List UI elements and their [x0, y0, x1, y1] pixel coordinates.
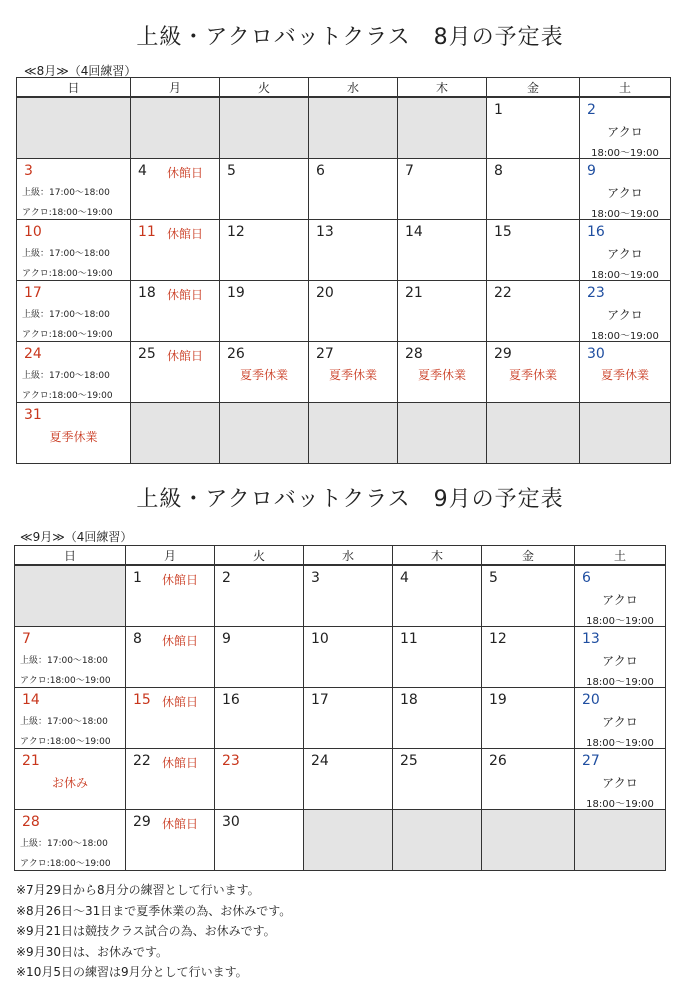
note-line: ※8月26日～31日まで夏季休業の為、お休みです。 — [16, 903, 292, 918]
closed-day-label: 休館日 — [167, 166, 204, 180]
day-cell — [131, 220, 220, 281]
day-number: 20 — [582, 692, 600, 708]
day-number: 1 — [494, 102, 503, 118]
day-cell — [487, 342, 580, 403]
day-cell — [17, 159, 131, 220]
day-number: 14 — [405, 224, 423, 240]
acro-class-time: 18:00～19:00 — [591, 148, 659, 159]
day-number: 22 — [133, 753, 151, 769]
calendar-week-row — [17, 97, 671, 159]
weekday-header: 日 — [15, 546, 126, 566]
advanced-class-time: 上級：17:00～18:00 — [20, 656, 108, 666]
day-cell — [393, 749, 482, 810]
closed-day-label: 休館日 — [162, 573, 199, 587]
day-cell — [15, 688, 126, 749]
day-cell — [15, 749, 126, 810]
day-number: 25 — [138, 346, 156, 362]
day-cell — [575, 749, 666, 810]
day-number: 12 — [489, 631, 507, 647]
day-cell — [304, 749, 393, 810]
day-number: 19 — [489, 692, 507, 708]
acro-class-time: アクロ:18:00～19:00 — [22, 330, 113, 340]
september-subtitle: ≪9月≫（4回練習） — [20, 530, 133, 544]
day-cell — [575, 688, 666, 749]
calendar-week-row — [17, 220, 671, 281]
day-cell — [398, 220, 487, 281]
acro-class-time: アクロ:18:00～19:00 — [22, 391, 113, 401]
acro-class-time: アクロ:18:00～19:00 — [22, 208, 113, 218]
day-number: 30 — [222, 814, 240, 830]
empty-day-cell — [304, 810, 393, 871]
calendar-week-row — [15, 565, 666, 627]
day-number: 7 — [405, 163, 414, 179]
day-number: 11 — [400, 631, 418, 647]
holiday-label: 夏季休業 — [508, 368, 557, 382]
calendar-week-row — [15, 627, 666, 688]
day-cell — [131, 281, 220, 342]
empty-day-cell — [15, 565, 126, 627]
note-line: ※9月30日は、お休みです。 — [16, 944, 168, 959]
day-cell — [487, 281, 580, 342]
calendar-week-row — [17, 403, 671, 464]
august-title: 上級・アクロバットクラス 8月の予定表 — [136, 25, 564, 50]
day-number: 26 — [227, 346, 245, 362]
day-cell — [309, 342, 398, 403]
acro-class-time: アクロ:18:00～19:00 — [20, 859, 111, 869]
day-cell — [126, 810, 215, 871]
calendar-week-row — [17, 281, 671, 342]
advanced-class-time: 上級：17:00～18:00 — [20, 839, 108, 849]
day-number: 1 — [133, 570, 142, 586]
empty-day-cell — [17, 97, 131, 159]
day-number: 23 — [587, 285, 605, 301]
note-line: ※7月29日から8月分の練習として行います。 — [16, 883, 260, 897]
day-number: 9 — [587, 163, 596, 179]
weekday-header: 木 — [398, 78, 487, 98]
closed-day-label: 休館日 — [162, 817, 199, 831]
day-cell — [131, 342, 220, 403]
day-cell — [15, 627, 126, 688]
september-calendar — [14, 545, 666, 871]
day-cell — [15, 810, 126, 871]
acro-class-label: アクロ — [602, 654, 638, 668]
day-number: 4 — [400, 570, 409, 586]
weekday-header: 木 — [393, 546, 482, 566]
day-cell — [215, 688, 304, 749]
day-number: 29 — [494, 346, 512, 362]
closed-day-label: 休館日 — [162, 695, 199, 709]
weekday-header: 火 — [215, 546, 304, 566]
day-cell — [220, 159, 309, 220]
day-number: 3 — [311, 570, 320, 586]
weekday-header: 土 — [580, 78, 671, 98]
advanced-class-time: 上級：17:00～18:00 — [22, 371, 110, 381]
acro-class-label: アクロ — [607, 125, 643, 139]
acro-class-time: 18:00～19:00 — [586, 799, 654, 810]
day-cell — [220, 281, 309, 342]
day-number: 9 — [222, 631, 231, 647]
day-number: 16 — [587, 224, 605, 240]
day-cell — [126, 749, 215, 810]
acro-class-time: アクロ:18:00～19:00 — [20, 676, 111, 686]
day-number: 20 — [316, 285, 334, 301]
day-number: 25 — [400, 753, 418, 769]
weekday-header: 火 — [220, 78, 309, 98]
day-cell — [17, 403, 131, 464]
day-number: 28 — [405, 346, 423, 362]
day-number: 8 — [494, 163, 503, 179]
day-number: 10 — [311, 631, 329, 647]
closed-day-label: 休館日 — [162, 634, 199, 648]
holiday-label: 夏季休業 — [600, 368, 649, 382]
calendar-week-row — [15, 688, 666, 749]
calendar-week-row — [17, 342, 671, 403]
weekday-header: 水 — [309, 78, 398, 98]
day-cell — [126, 688, 215, 749]
calendar-week-row — [15, 810, 666, 871]
holiday-label: 夏季休業 — [239, 368, 288, 382]
day-number: 17 — [24, 285, 42, 301]
day-cell — [304, 565, 393, 627]
day-cell — [580, 220, 671, 281]
day-cell — [580, 281, 671, 342]
day-cell — [220, 220, 309, 281]
day-cell — [482, 565, 575, 627]
acro-class-time: アクロ:18:00～19:00 — [22, 269, 113, 279]
day-number: 3 — [24, 163, 33, 179]
weekday-header-row — [17, 78, 671, 98]
day-cell — [215, 749, 304, 810]
day-number: 6 — [582, 570, 591, 586]
closed-day-label: 休館日 — [162, 756, 199, 770]
holiday-label: 夏季休業 — [417, 368, 466, 382]
day-number: 29 — [133, 814, 151, 830]
day-cell — [304, 688, 393, 749]
day-number: 31 — [24, 407, 42, 423]
day-number: 15 — [133, 692, 151, 708]
advanced-class-time: 上級：17:00～18:00 — [20, 717, 108, 727]
day-cell — [398, 281, 487, 342]
empty-day-cell — [487, 403, 580, 464]
day-number: 24 — [24, 346, 42, 362]
holiday-label: 夏季休業 — [49, 430, 98, 444]
day-cell — [17, 281, 131, 342]
acro-class-label: アクロ — [607, 247, 643, 261]
day-cell — [215, 627, 304, 688]
holiday-label: 夏季休業 — [328, 368, 377, 382]
day-cell — [131, 159, 220, 220]
day-cell — [482, 627, 575, 688]
notes-list — [16, 880, 291, 983]
closed-day-label: 休館日 — [167, 227, 204, 241]
day-number: 18 — [400, 692, 418, 708]
weekday-header: 日 — [17, 78, 131, 98]
closed-day-label: 休館日 — [167, 288, 204, 302]
day-number: 26 — [489, 753, 507, 769]
day-cell — [393, 565, 482, 627]
empty-day-cell — [309, 403, 398, 464]
weekday-header: 金 — [487, 78, 580, 98]
day-number: 27 — [316, 346, 334, 362]
day-cell — [398, 159, 487, 220]
empty-day-cell — [131, 97, 220, 159]
note-line: ※10月5日の練習は9月分として行います。 — [16, 965, 248, 979]
acro-class-time: 18:00～19:00 — [591, 331, 659, 342]
day-number: 10 — [24, 224, 42, 240]
day-cell — [309, 220, 398, 281]
september-title: 上級・アクロバットクラス 9月の予定表 — [136, 487, 564, 512]
day-number: 4 — [138, 163, 147, 179]
day-cell — [17, 342, 131, 403]
day-number: 21 — [22, 753, 40, 769]
weekday-header: 土 — [575, 546, 666, 566]
day-cell — [393, 627, 482, 688]
weekday-header: 金 — [482, 546, 575, 566]
day-number: 21 — [405, 285, 423, 301]
acro-class-label: アクロ — [607, 308, 643, 322]
acro-class-time: 18:00～19:00 — [591, 270, 659, 281]
day-number: 19 — [227, 285, 245, 301]
acro-class-label: アクロ — [602, 593, 638, 607]
weekday-header: 月 — [131, 78, 220, 98]
weekday-header: 水 — [304, 546, 393, 566]
day-number: 22 — [494, 285, 512, 301]
acro-class-label: アクロ — [602, 715, 638, 729]
acro-class-label: アクロ — [607, 186, 643, 200]
empty-day-cell — [482, 810, 575, 871]
day-number: 14 — [22, 692, 40, 708]
empty-day-cell — [220, 97, 309, 159]
day-cell — [215, 565, 304, 627]
calendar-week-row — [17, 159, 671, 220]
day-number: 11 — [138, 224, 156, 240]
day-cell — [482, 688, 575, 749]
acro-class-time: 18:00～19:00 — [586, 616, 654, 627]
empty-day-cell — [220, 403, 309, 464]
empty-day-cell — [131, 403, 220, 464]
empty-day-cell — [575, 810, 666, 871]
day-number: 7 — [22, 631, 31, 647]
day-cell — [580, 159, 671, 220]
day-cell — [575, 627, 666, 688]
day-cell — [215, 810, 304, 871]
day-number: 5 — [227, 163, 236, 179]
day-cell — [575, 565, 666, 627]
day-number: 27 — [582, 753, 600, 769]
weekday-header-row — [15, 546, 666, 566]
day-number: 15 — [494, 224, 512, 240]
acro-class-time: 18:00～19:00 — [586, 677, 654, 688]
day-number: 17 — [311, 692, 329, 708]
acro-class-time: アクロ:18:00～19:00 — [20, 737, 111, 747]
day-number: 16 — [222, 692, 240, 708]
day-number: 23 — [222, 753, 240, 769]
day-cell — [304, 627, 393, 688]
acro-class-label: アクロ — [602, 776, 638, 790]
day-number: 24 — [311, 753, 329, 769]
acro-class-time: 18:00～19:00 — [591, 209, 659, 220]
day-cell — [126, 565, 215, 627]
day-cell — [487, 159, 580, 220]
advanced-class-time: 上級：17:00～18:00 — [22, 310, 110, 320]
day-cell — [580, 97, 671, 159]
day-number: 13 — [582, 631, 600, 647]
day-cell — [309, 281, 398, 342]
august-subtitle: ≪8月≫（4回練習） — [24, 64, 137, 78]
day-number: 13 — [316, 224, 334, 240]
empty-day-cell — [309, 97, 398, 159]
day-cell — [393, 688, 482, 749]
empty-day-cell — [393, 810, 482, 871]
day-number: 6 — [316, 163, 325, 179]
note-line: ※9月21日は競技クラス試合の為、お休みです。 — [16, 924, 276, 938]
weekday-header: 月 — [126, 546, 215, 566]
closed-day-label: 休館日 — [167, 349, 204, 363]
acro-class-time: 18:00～19:00 — [586, 738, 654, 749]
august-calendar — [16, 77, 671, 464]
day-cell — [398, 342, 487, 403]
advanced-class-time: 上級：17:00～18:00 — [22, 188, 110, 198]
day-cell — [487, 97, 580, 159]
day-cell — [220, 342, 309, 403]
empty-day-cell — [398, 403, 487, 464]
day-cell — [580, 342, 671, 403]
day-cell — [309, 159, 398, 220]
calendar-week-row — [15, 749, 666, 810]
holiday-label: お休み — [51, 776, 88, 790]
day-number: 8 — [133, 631, 142, 647]
empty-day-cell — [398, 97, 487, 159]
empty-day-cell — [580, 403, 671, 464]
day-number: 12 — [227, 224, 245, 240]
day-number: 2 — [587, 102, 596, 118]
day-number: 5 — [489, 570, 498, 586]
day-cell — [17, 220, 131, 281]
day-cell — [126, 627, 215, 688]
day-number: 18 — [138, 285, 156, 301]
day-cell — [482, 749, 575, 810]
day-number: 28 — [22, 814, 40, 830]
day-cell — [487, 220, 580, 281]
advanced-class-time: 上級：17:00～18:00 — [22, 249, 110, 259]
day-number: 2 — [222, 570, 231, 586]
day-number: 30 — [587, 346, 605, 362]
